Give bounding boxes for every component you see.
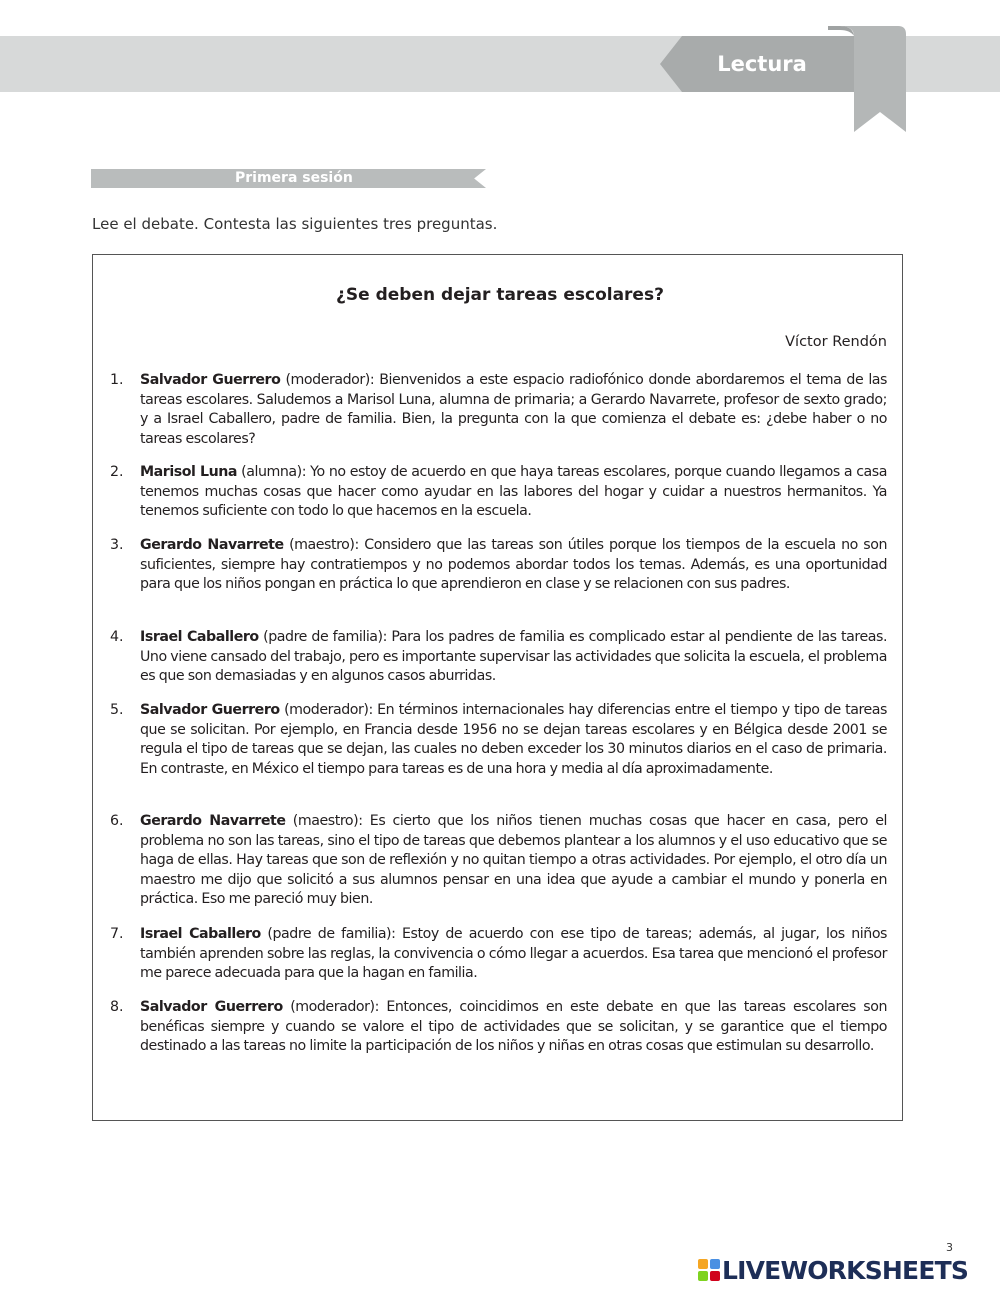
paragraph-body <box>140 628 887 687</box>
paragraph-text: (maestro): Considero que las tareas son útiles porque los tiempos de la escuela no son suficientes, siempre hay contratiempos y no podemos abordar todos los temas. Además, es una oportunidad para que los niños pongan en práctica lo que aprendieron en clase y se relacionen con sus padres. <box>140 537 887 593</box>
speaker-name: Israel Caballero <box>140 629 259 645</box>
reading-author: Víctor Rendón <box>785 334 887 350</box>
section-title: Lectura <box>717 52 807 76</box>
paragraph-text: (padre de familia): Estoy de acuerdo con ese tipo de tareas; además, al jugar, los niños también aprenden sobre las reglas, la convivencia o cómo llegar a acuerdos. Esa tarea que mencionó el profesor me parece adecuada para que la hagan en familia. <box>140 926 887 982</box>
paragraph-text: (moderador): Bienvenidos a este espacio radiofónico donde abordaremos el tema de las tareas escolares. Saludemos a Marisol Luna, alumna de primaria; a Gerardo Navarrete, profesor de sexto grado; y a Israel Caballero, padre de familia. Bien, la pregunta con la que comienza el debate es: ¿debe haber o no tareas escolares? <box>140 372 887 447</box>
paragraph-number: 7. <box>110 926 124 942</box>
paragraph-body <box>140 812 887 910</box>
speaker-name: Israel Caballero <box>140 926 261 942</box>
speaker-name: Salvador Guerrero <box>140 372 281 388</box>
paragraph-body <box>140 998 887 1057</box>
debate-paragraph <box>110 812 887 910</box>
paragraph-number: 5. <box>110 702 124 718</box>
debate-paragraph <box>110 925 887 984</box>
debate-paragraph <box>110 463 887 522</box>
paragraph-number: 1. <box>110 372 124 388</box>
paragraph-number: 3. <box>110 537 124 553</box>
paragraph-text: (moderador): Entonces, coincidimos en este debate en que las tareas escolares son benéficas siempre y cuando se valore el tipo de actividades que se solicitan, y se garantice que el tiempo destinado a las tareas no limite la participación de los niños y niñas en otras cosas que estimulan su desarrollo. <box>140 999 887 1055</box>
paragraph-body <box>140 371 887 449</box>
paragraph-text: (moderador): En términos internacionales hay diferencias entre el tiempo y tipo de tareas que se solicitan. Por ejemplo, en Francia desde 1956 no se dejan tareas escolares y en Bélgica desde 2001 se regula el tipo de tareas que se dejan, las cuales no deben exceder los 30 minutos diarios en el caso de primaria. En contraste, en México el tiempo para tareas es de una hora y media al día aproximadamente. <box>140 702 887 777</box>
debate-paragraph <box>110 628 887 687</box>
speaker-name: Gerardo Navarrete <box>140 813 286 829</box>
paragraph-body <box>140 463 887 522</box>
speaker-name: Marisol Luna <box>140 464 238 480</box>
paragraph-text: (maestro): Es cierto que los niños tienen muchas cosas que hacer en casa, pero el problema no son las tareas, sino el tipo de tareas que debemos plantear a los alumnos y el uso educativo que se haga de ellas. Hay tareas que son de reflexión y no quitan tiempo a otras actividades. Por ejemplo, el otro día un maestro me dijo que solicitó a sus alumnos pensar en una idea que ayude a cambiar el mundo y ponerla en práctica. Eso me pareció muy bien. <box>140 813 887 908</box>
liveworksheets-logo-icon <box>698 1259 720 1281</box>
debate-paragraph <box>110 998 887 1057</box>
paragraph-number: 4. <box>110 629 124 645</box>
paragraph-text: (padre de familia): Para los padres de familia es complicado estar al pendiente de las tareas. Uno viene cansado del trabajo, pero es importante supervisar las actividades que solicita la escuela, el problema es que son demasiadas y en algunos casos aburridas. <box>140 629 888 685</box>
speaker-name: Gerardo Navarrete <box>140 537 284 553</box>
page-number: 3 <box>946 1241 953 1254</box>
paragraph-body <box>140 701 887 779</box>
debate-paragraph <box>110 536 887 595</box>
debate-paragraph <box>110 701 887 779</box>
instruction-text: Lee el debate. Contesta las siguientes tres preguntas. <box>92 215 498 233</box>
paragraph-number: 2. <box>110 464 124 480</box>
paragraph-body <box>140 536 887 595</box>
debate-paragraph <box>110 371 887 449</box>
paragraph-number: 6. <box>110 813 124 829</box>
reading-title: ¿Se deben dejar tareas escolares? <box>336 285 664 305</box>
paragraph-text: (alumna): Yo no estoy de acuerdo en que haya tareas escolares, porque cuando llegamos a casa tenemos muchas cosas que hacer como ayudar en las labores del hogar y cuidar a nuestros hermanitos. Ya tenemos suficiente con todo lo que hacemos en la escuela. <box>140 464 887 520</box>
speaker-name: Salvador Guerrero <box>140 702 280 718</box>
paragraph-body <box>140 925 887 984</box>
speaker-name: Salvador Guerrero <box>140 999 283 1015</box>
paragraph-number: 8. <box>110 999 124 1015</box>
liveworksheets-brand[interactable]: LIVEWORKSHEETS <box>722 1256 969 1285</box>
session-label: Primera sesión <box>235 170 353 186</box>
